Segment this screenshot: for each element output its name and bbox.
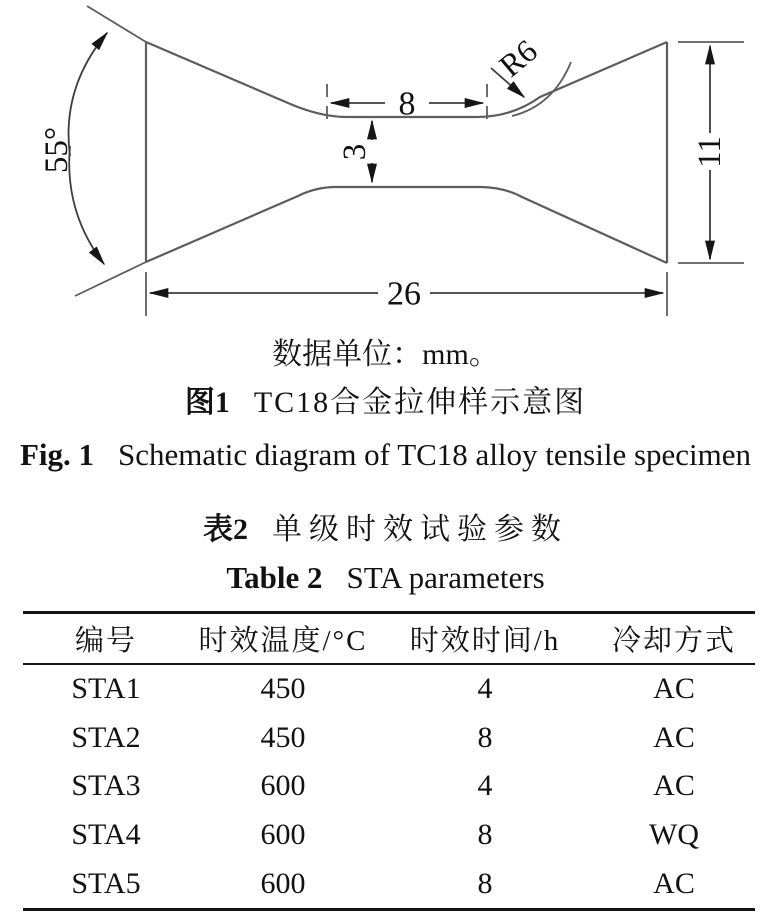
table-cell: 8: [477, 866, 493, 900]
sta-table-head-row: [23, 613, 755, 665]
table-row: [23, 664, 755, 714]
table-caption-zh-label: 表2: [203, 513, 248, 546]
grip-height-label: 11: [692, 136, 728, 168]
figure-caption-zh: [0, 386, 771, 420]
sta-table-body: [23, 664, 755, 909]
table-cell: AC: [653, 672, 695, 706]
table-cell: AC: [653, 866, 695, 900]
table-row: [23, 762, 755, 811]
table-cell: AC: [653, 720, 695, 754]
table-cell: WQ: [649, 818, 699, 852]
angle-label: 55°: [39, 126, 75, 174]
column-header: 时效温度/°C: [189, 613, 377, 665]
table-caption-zh: [0, 513, 771, 547]
table-cell: STA1: [71, 672, 141, 706]
sta-table: [23, 611, 755, 911]
table-cell: 600: [260, 769, 306, 803]
total-length-label: 26: [387, 275, 421, 313]
column-header: 时效时间/h: [377, 613, 593, 665]
table-caption-zh-text: 单级时效试验参数: [272, 513, 568, 546]
table-caption-en-label: Table 2: [226, 560, 323, 595]
figure-caption-en-text: Schematic diagram of TC18 alloy tensile specimen: [118, 437, 752, 472]
column-header: 编号: [23, 613, 189, 665]
figure-caption-en-label: Fig. 1: [19, 437, 94, 472]
table-row: [23, 811, 755, 860]
table-cell: 8: [477, 818, 493, 852]
table-cell: 4: [477, 672, 493, 706]
figure-caption-zh-label: 图1: [184, 386, 230, 419]
table-cell: 600: [260, 866, 306, 900]
table-cell: 450: [260, 672, 306, 706]
figure-caption-en: [0, 437, 771, 473]
gauge-length-label: 8: [398, 85, 416, 123]
table-cell: 4: [477, 769, 493, 803]
table-caption-en: [0, 561, 771, 595]
table-cell: STA3: [71, 769, 141, 803]
tensile-specimen-diagram: [0, 0, 771, 330]
table-cell: 600: [260, 818, 306, 852]
table-cell: STA5: [71, 866, 141, 900]
table-cell: AC: [653, 769, 695, 803]
gauge-width-label: 3: [337, 143, 373, 161]
fillet-radius-label: R6: [492, 32, 544, 84]
table-cell: 8: [477, 720, 493, 754]
table-row: [23, 859, 755, 909]
table-cell: 450: [260, 720, 306, 754]
table-row: [23, 714, 755, 763]
specimen-outline: [146, 42, 667, 263]
figure-caption-zh-text: TC18合金拉伸样示意图: [253, 386, 587, 419]
table-caption-en-text: STA parameters: [346, 560, 545, 595]
column-header: 冷却方式: [593, 613, 755, 665]
table-cell: STA4: [71, 818, 141, 852]
table-cell: STA2: [71, 720, 141, 754]
figure-unit-note: 数据单位：mm。: [272, 338, 499, 371]
